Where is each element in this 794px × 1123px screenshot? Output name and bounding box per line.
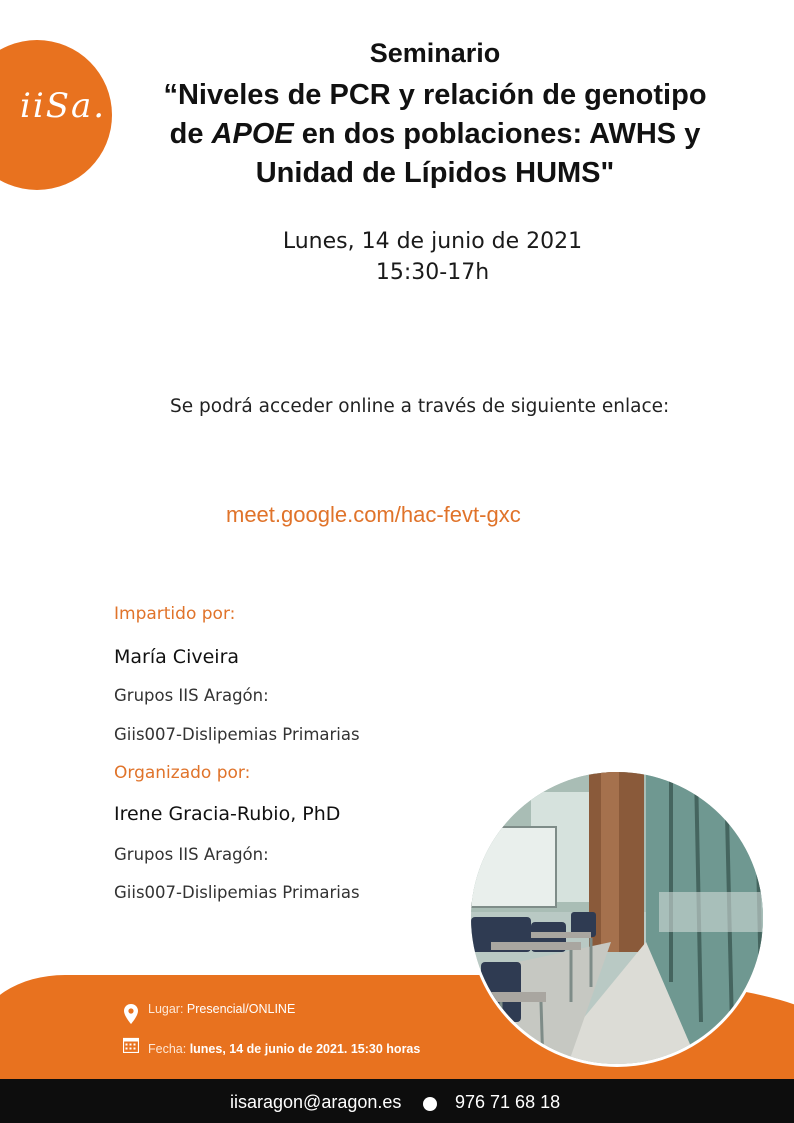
orange-band-base (0, 1060, 794, 1080)
title-line-1: “Niveles de PCR y relación de genotipo (163, 79, 707, 111)
footer-phone: 976 71 68 18 (455, 1092, 561, 1112)
organizer-label: Organizado por: (114, 763, 251, 783)
access-text: Se podrá acceder online a través de siguiente enlace: (170, 396, 670, 417)
organizer-name: Irene Gracia-Rubio, PhD (114, 803, 341, 825)
classroom-photo (468, 769, 766, 1067)
title-line-2-pre: de (169, 118, 212, 150)
title-line-2-post: en dos poblaciones: AWHS y (293, 118, 701, 150)
organizer-group-label: Grupos IIS Aragón: (114, 845, 269, 864)
place-label: Lugar: (148, 1002, 187, 1016)
event-day: Lunes, 14 de junio de 2021 (282, 229, 583, 254)
footer-bar (0, 1079, 794, 1123)
event-time: 15:30-17h (375, 260, 490, 285)
meeting-link[interactable]: meet.google.com/hac-fevt-gxc (226, 502, 521, 527)
title-line-3: Unidad de Lípidos HUMS" (255, 157, 615, 189)
date-label: Fecha: (148, 1042, 190, 1056)
location-pin-icon (124, 1004, 138, 1024)
title-line-2 (120, 115, 750, 154)
seminar-label: Seminario (369, 38, 501, 68)
title-italic-gene: APOE (211, 118, 294, 150)
speaker-label: Impartido por: (114, 604, 236, 624)
place-value: Presencial/ONLINE (186, 1002, 296, 1016)
footer-separator-dot (423, 1097, 437, 1111)
date-value: lunes, 14 de junio de 2021. 15:30 horas (189, 1042, 421, 1056)
speaker-group: Giis007-Dislipemias Primarias (114, 725, 360, 744)
date-detail (148, 1042, 420, 1056)
organizer-group: Giis007-Dislipemias Primarias (114, 883, 360, 902)
event-date (180, 226, 685, 288)
speaker-group-label: Grupos IIS Aragón: (114, 686, 269, 705)
footer-email[interactable]: iisaragon@aragon.es (230, 1092, 402, 1112)
speaker-name: María Civeira (114, 646, 240, 668)
calendar-icon (123, 1037, 139, 1053)
seminar-title (120, 76, 750, 193)
place-detail (148, 1002, 295, 1016)
logo-text: iiSa. (20, 86, 107, 126)
